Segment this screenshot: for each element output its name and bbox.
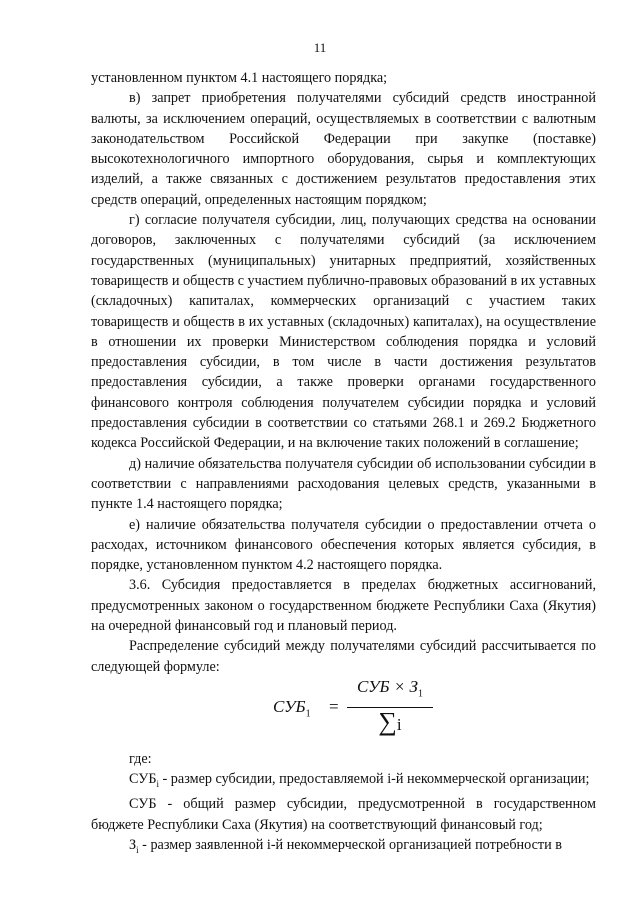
definition-z-i-text: - размер заявленной i-й некоммерческой организацией потребности в — [138, 836, 562, 853]
definition-sub-i — [91, 769, 596, 794]
document-body — [91, 68, 596, 860]
distribution-formula — [91, 677, 596, 745]
formula-equals: = — [329, 696, 339, 716]
definition-z-i-subscript: i — [136, 844, 139, 855]
formula-numerator-text: СУБ × З — [357, 676, 418, 696]
sigma-argument: i — [396, 714, 402, 734]
formula-lhs-subscript: 1 — [305, 708, 311, 720]
paragraph-3-6: 3.6. Субсидия предоставляется в пределах бюджетных ассигнований, предусмотренных законом о государственном бюджете Республики Саха (Якутия) на очередной финансовый год и плановый период. — [91, 577, 596, 635]
paragraph-distribution: Распределение субсидий между получателями субсидий рассчитывается по следующей формуле: — [91, 638, 596, 675]
paragraph-v: в) запрет приобретения получателями субсидий средств иностранной валюты, за исключением операций, осуществляемых в соответствии с валютным законодательством Российской Федерации при закупке (поставке) высокотехнологичного импортного оборудования, сырья и комплектующих изделий, а также связанных с достижением результатов предоставления этих средств операций, определенных настоящим порядком; — [91, 90, 596, 208]
definition-sub-total: СУБ - общий размер субсидии, предусмотренной в государственном бюджете Республики Саха (Якутия) на соответствующий финансовый год; — [91, 796, 596, 833]
paragraph-e: е) наличие обязательства получателя субсидии о предоставлении отчета о расходах, источником финансового обеспечения которых является субсидия, в порядке, установленном пунктом 4.2 настоящего порядка. — [91, 516, 596, 574]
definition-sub-i-symbol: СУБ — [129, 771, 157, 788]
paragraph-continuation: установленном пунктом 4.1 настоящего порядка; — [91, 70, 388, 86]
definition-z-i — [91, 835, 596, 860]
definition-z-i-symbol: З — [129, 836, 137, 853]
definition-sub-i-subscript: i — [156, 779, 159, 790]
page-number: 11 — [313, 40, 327, 55]
sigma-symbol: ∑ — [378, 706, 397, 736]
formula-denominator — [347, 708, 433, 735]
where-label: где: — [129, 750, 152, 767]
formula-numerator-subscript: 1 — [417, 688, 423, 700]
formula-fraction — [347, 677, 433, 735]
formula-lhs — [273, 697, 311, 725]
formula-lhs-symbol: СУБ — [273, 696, 306, 716]
definition-sub-i-text: - размер субсидии, предоставляемой i-й некоммерческой организации; — [158, 771, 590, 788]
formula-numerator — [347, 677, 433, 707]
paragraph-d: д) наличие обязательства получателя субсидии об использовании субсидии в соответствии с направлениями расходования целевых средств, указанными в пункте 1.4 настоящего порядка; — [91, 455, 596, 513]
paragraph-g: г) согласие получателя субсидии, лиц, получающих средства на основании договоров, заключенных с получателями субсидий (за исключением государственных (муниципальных) унитарных предприятий, хозяйственных товариществ и обществ с участием публично-правовых образований в их уставных (складочных) капиталах, коммерческих организаций с участием таких товариществ и обществ в их уставных (складочных) капиталах), на осуществление в отношении их проверки Министерством соблюдения порядка и условий предоставления субсидии, в том числе в части достижения результатов предоставления субсидии, а также проверки органами государственного финансового контроля соблюдения получателем субсидии порядка и условий предоставления субсидии в соответствии со статьями 268.1 и 269.2 Бюджетного кодекса Российской Федерации, и на включение таких положений в соглашение; — [91, 212, 597, 452]
